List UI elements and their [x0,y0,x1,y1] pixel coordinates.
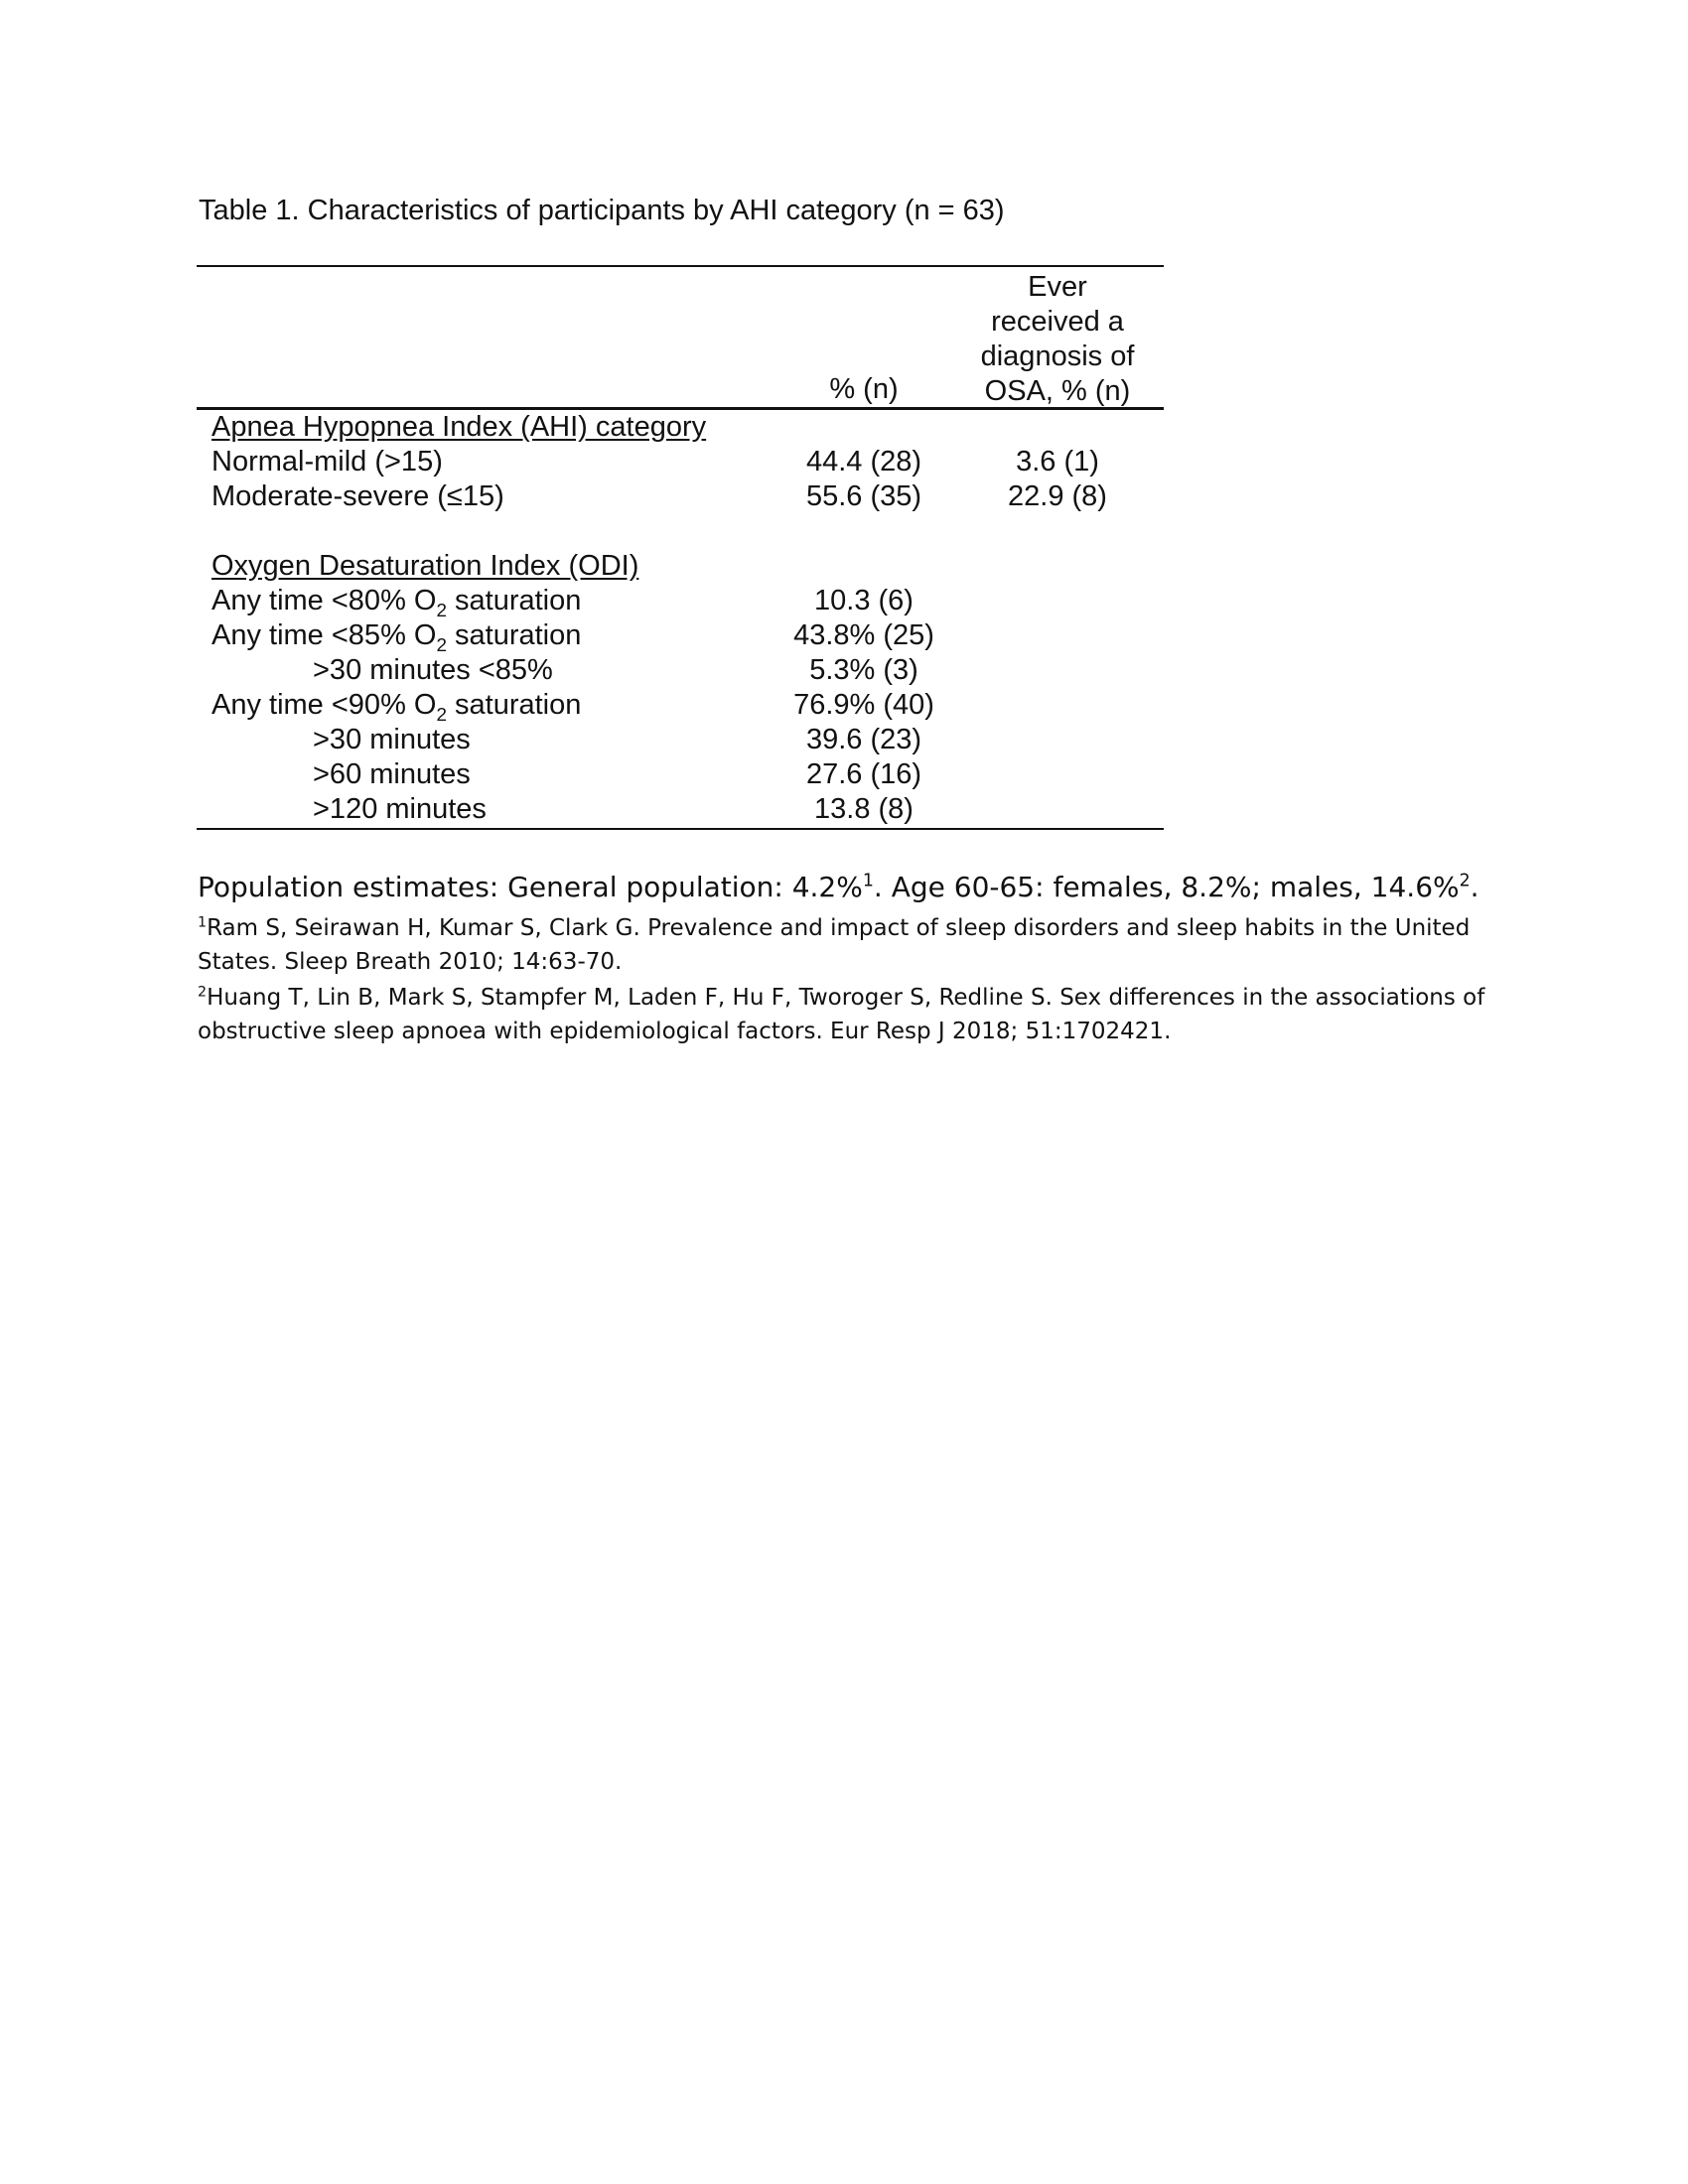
row-diagnosis: 22.9 (8) [1008,480,1107,512]
row-percent: 10.3 (6) [814,585,914,616]
row-label: >30 minutes <85% [313,654,553,686]
section-header-ahi: Apnea Hypopnea Index (AHI) category [211,411,707,443]
population-estimates: Population estimates: General population: 4.2%$^1$. Age 60-65: females, 8.2%; males, 14.6%$^2$. [198,871,1479,903]
row-label: Any time <80% $O_2$ saturation [211,585,582,620]
row-percent: 76.9% (40) [793,689,934,721]
row-label: >30 minutes [313,724,471,755]
column-header-diagnosis-line: Ever [1028,271,1087,303]
column-header-diagnosis-line: OSA, % (n) [984,375,1131,407]
row-percent: 43.8% (25) [793,619,934,651]
row-percent: 13.8 (8) [814,793,914,825]
section-header-odi: Oxygen Desaturation Index (ODI) [211,550,639,582]
table-top-rule [197,265,1164,267]
column-header-percent: % (n) [829,373,899,405]
row-percent: 55.6 (35) [805,480,922,512]
row-label: >60 minutes [313,758,471,790]
row-label: Normal-mild (>15) [211,446,443,478]
row-label: Moderate-severe (≤15) [211,480,504,512]
row-percent: 44.4 (28) [805,446,922,478]
row-label: >120 minutes [313,793,487,825]
column-header-diagnosis [953,270,1162,409]
table-bottom-rule [197,828,1164,830]
reference-2: $^2$Huang T, Lin B, Mark S, Stampfer M, Laden F, Hu F, Tworoger S, Redline S. Sex differences in the associations of obstructive sleep apnoea with epidemiological factors. Eur Resp J 2018; 51:1702421. [198,984,1485,1044]
column-header-diagnosis-line: diagnosis of [980,341,1135,372]
footnotes [198,866,1488,1048]
table-title: Table 1. Characteristics of participants by AHI category (n = 63) [199,195,1005,226]
row-diagnosis: 3.6 (1) [1016,446,1099,478]
row-label: Any time <85% $O_2$ saturation [211,619,582,655]
column-header-diagnosis-line: received a [991,306,1124,338]
row-percent: 27.6 (16) [805,758,922,790]
row-percent: 5.3% (3) [809,654,918,686]
row-label: Any time <90% $O_2$ saturation [211,689,582,725]
reference-1: $^1$Ram S, Seirawan H, Kumar S, Clark G. Prevalence and impact of sleep disorders and sleep habits in the United States. Sleep Breath 2010; 14:63-70. [198,914,1471,975]
row-percent: 39.6 (23) [805,724,922,755]
